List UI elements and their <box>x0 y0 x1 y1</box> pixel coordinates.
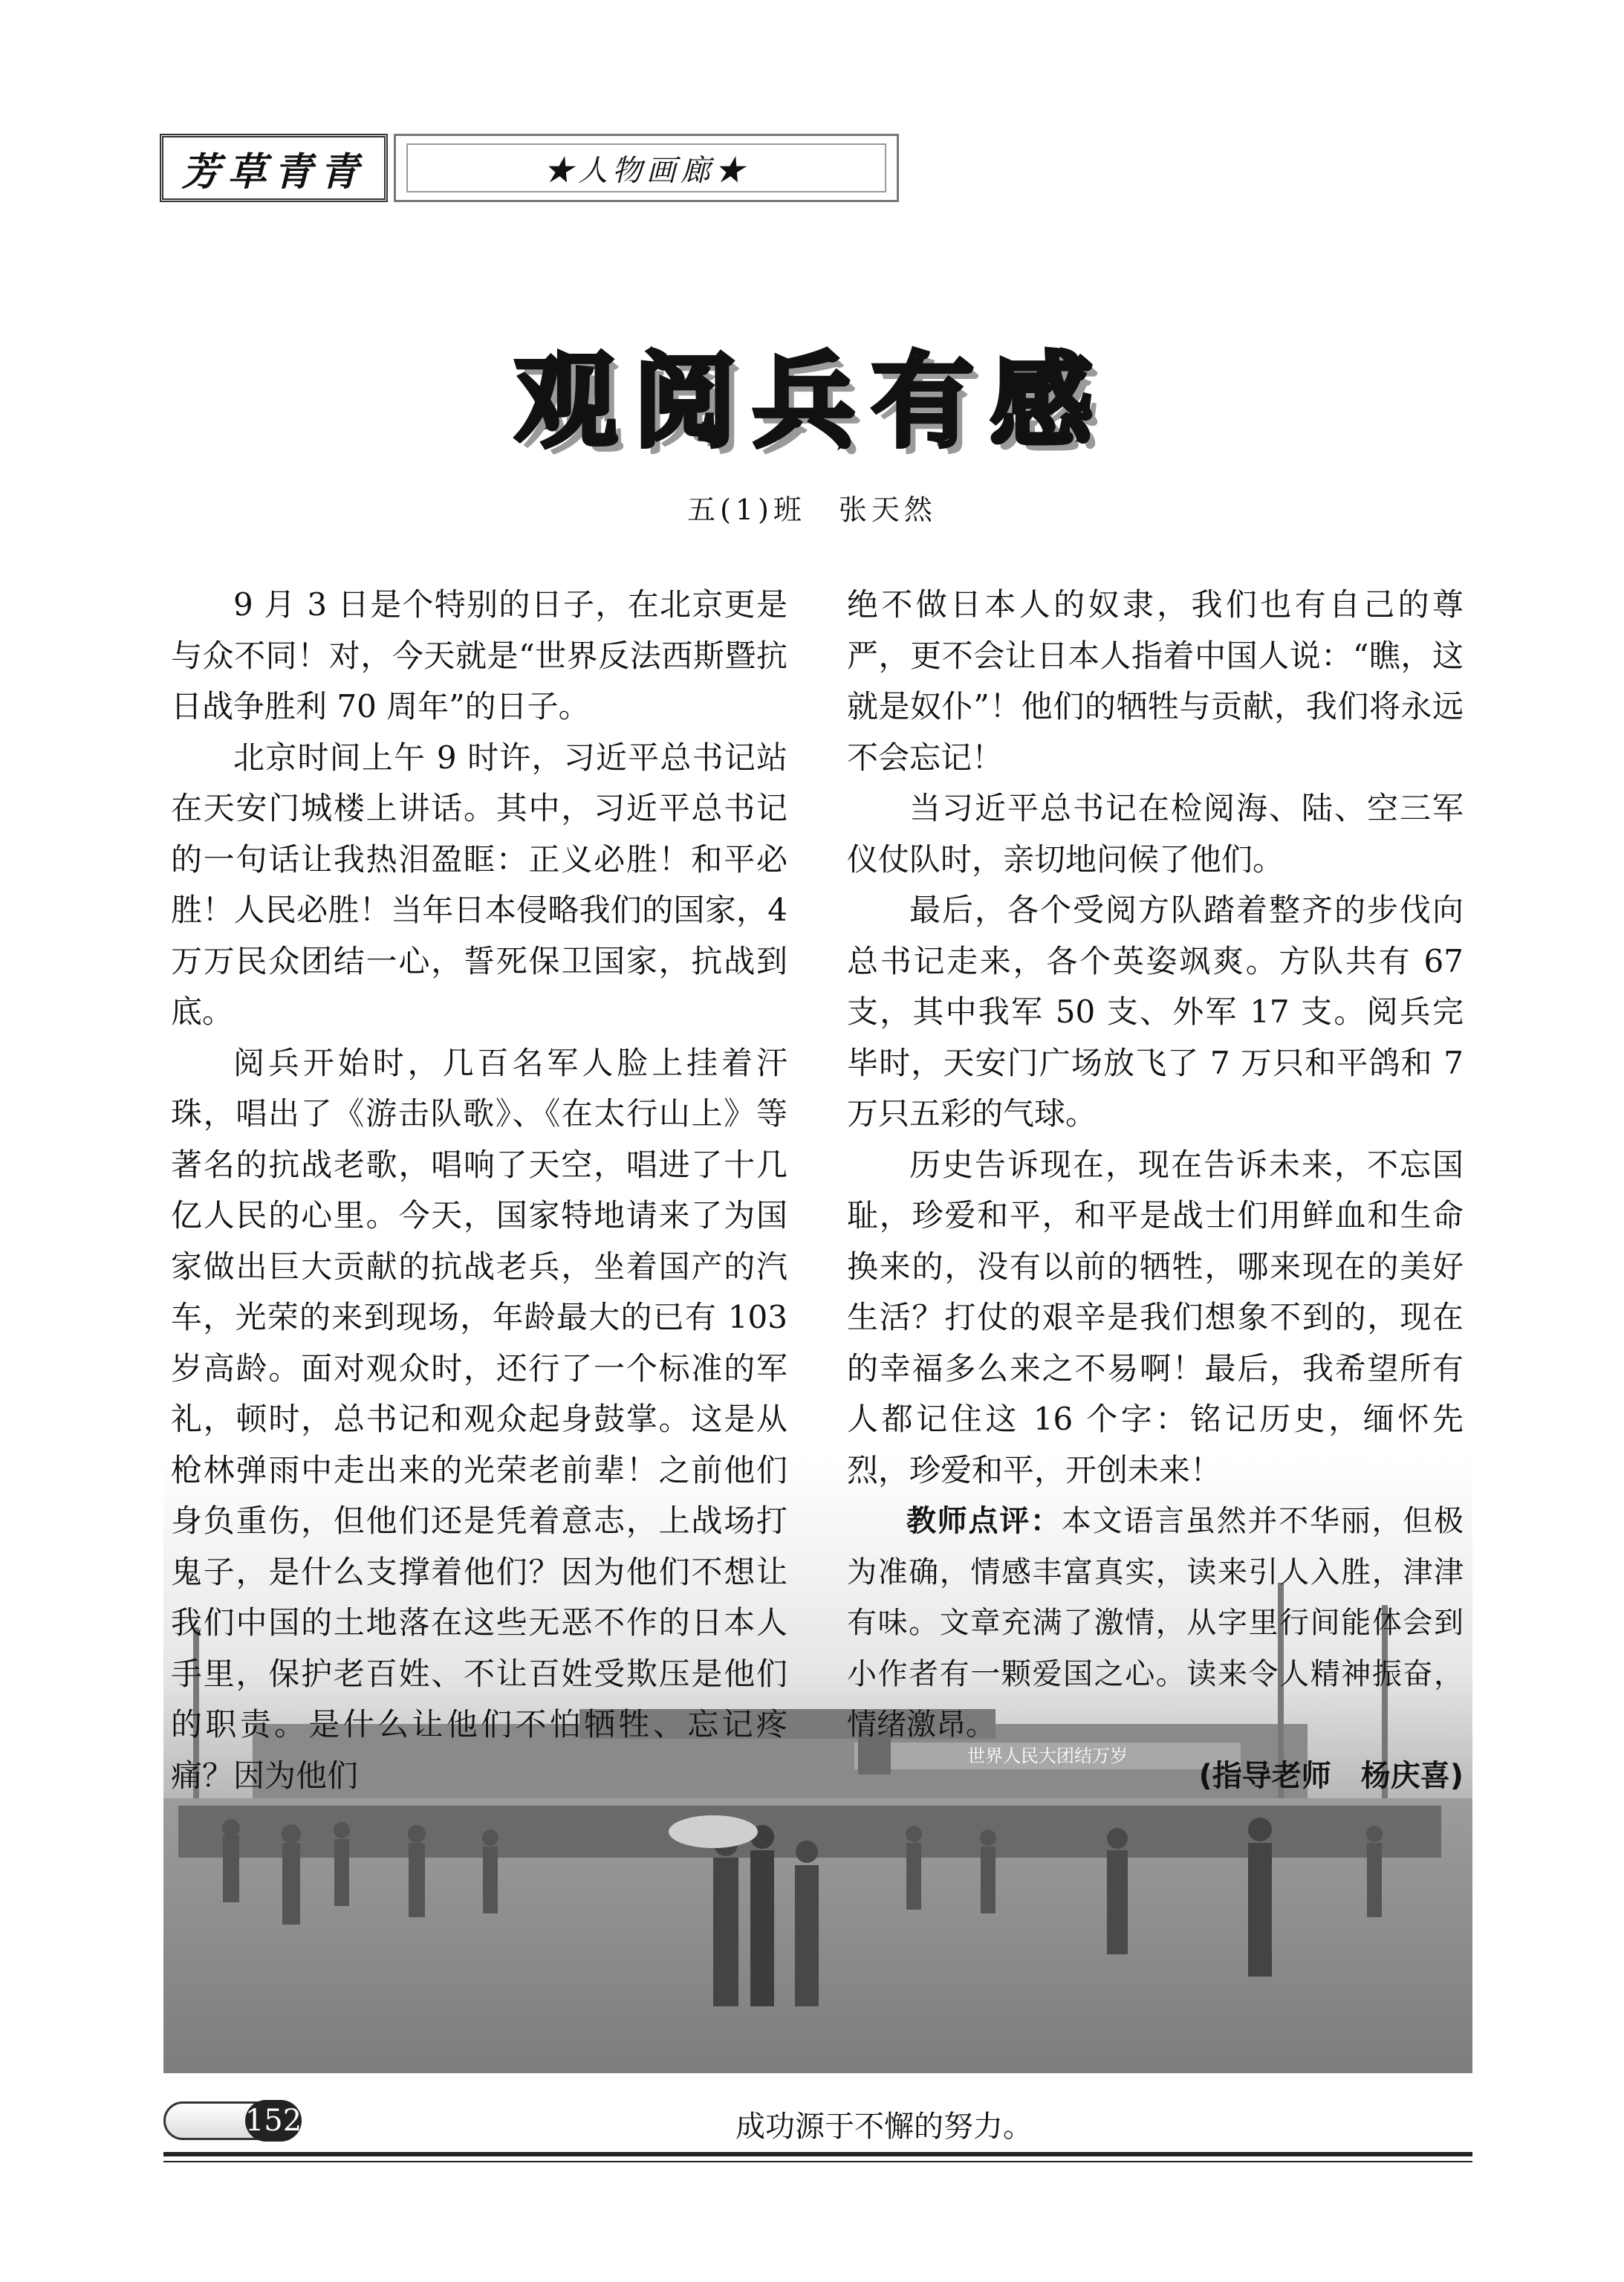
left-column <box>171 580 787 1801</box>
paragraph: 阅兵开始时，几百名军人脸上挂着汗珠，唱出了《游击队歌》、《在太行山上》等著名的抗战老歌，唱响了天空，唱进了十几亿人民的心里。今天，国家特地请来了为国家做出巨大贡献的抗战老兵，坐着国产的汽车，光荣的来到现场，年龄最大的已有 103 岁高龄。面对观众时，还行了一个标准的军礼，顿时，总书记和观众起身鼓掌。这是从枪林弹雨中走出来的光荣老前辈！之前他们身负重伤，但他们还是凭着意志，上战场打鬼子，是什么支撑着他们？因为他们不想让我们中国的土地落在这些无恶不作的日本人手里，保护老百姓、不让百姓受欺压是他们的职责。是什么让他们不怕牺牲、忘记疼痛？因为他们 <box>171 1044 787 1794</box>
paragraph: 历史告诉现在，现在告诉未来，不忘国耻，珍爱和平，和平是战士们用鲜血和生命换来的，没有以前的牺牲，哪来现在的美好生活？打仗的艰辛是我们想象不到的，现在的幸福多么来之不易啊！最后，我希望所有人都记住这 16 个字：铭记历史，缅怀先烈，珍爱和平，开创未来！ <box>847 1146 1464 1488</box>
teacher-comment-label: 教师点评： <box>906 1504 1062 1538</box>
photo-banner-text: 世界人民大团结万岁 <box>967 1745 1128 1766</box>
column-name: 芳草青青 <box>181 149 366 195</box>
section-label: ★人物画廊★ <box>544 153 749 188</box>
article-title: 观阅兵有感 <box>514 342 1109 461</box>
teacher-comment-text: 本文语言虽然并不华丽，但极为准确，情感丰富真实，读来引人入胜，津津有味。文章充满了激情，从字里行间能体会到小作者有一颗爱国之心。读来令人精神振奋，情绪激昂。 <box>847 1504 1464 1742</box>
article-byline: 五(1)班 张天然 <box>687 493 937 526</box>
paragraph-continuation: 绝不做日本人的奴隶，我们也有自己的尊严，更不会让日本人指着中国人说：“瞧，这就是奴仆”！他们的牺牲与贡献，我们将永远不会忘记！ <box>847 586 1464 776</box>
paragraph: 9 月 3 日是个特别的日子，在北京更是与众不同！对，今天就是“世界反法西斯暨抗日战争胜利 70 周年”的日子。 <box>171 586 787 725</box>
right-column <box>847 580 1464 1801</box>
paragraph: 北京时间上午 9 时许，习近平总书记站在天安门城楼上讲话。其中，习近平总书记的一句话让我热泪盈眶：正义必胜！和平必胜！人民必胜！当年日本侵略我们的国家，4 万万民众团结一心，誓死保卫国家，抗战到底。 <box>171 739 787 1030</box>
footer-rule-thick <box>163 2152 1472 2156</box>
paragraph: 当习近平总书记在检阅海、陆、空三军仪仗队时，亲切地问候了他们。 <box>847 790 1464 878</box>
page-number: 152 <box>245 2100 302 2142</box>
teacher-comment <box>847 1496 1464 1751</box>
footer-motto: 成功源于不懈的努力。 <box>735 2110 1033 2144</box>
section-box <box>394 134 899 202</box>
paragraph: 最后，各个受阅方队踏着整齐的步伐向总书记走来，各个英姿飒爽。方队共有 67 支，其中我军 50 支、外军 17 支。阅兵完毕时，天安门广场放飞了 7 万只和平鸽和 7 万只五彩的气球。 <box>847 892 1464 1132</box>
footer-rule-thin <box>163 2161 1472 2162</box>
column-name-box <box>160 134 388 202</box>
guide-teacher: (指导老师 杨庆喜) <box>1198 1758 1464 1793</box>
